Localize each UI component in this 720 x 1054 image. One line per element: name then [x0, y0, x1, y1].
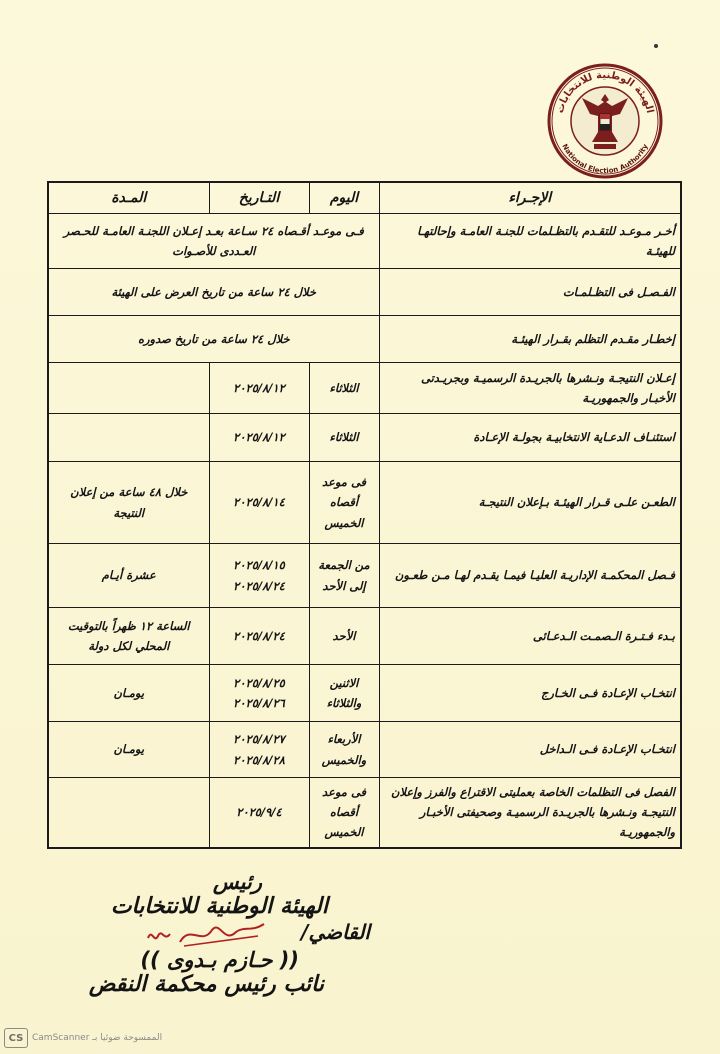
cell-procedure: بـدء فـتـرة الـصمـت الـدعـائى [379, 608, 681, 665]
table-row [48, 722, 681, 778]
cell-duration: يومـان [48, 722, 209, 778]
cell-procedure: انتخـاب الإعـادة فـى الـداخل [379, 722, 681, 778]
table-row [48, 462, 681, 544]
svg-text:الهيئة الوطنية للانتخابات: الهيئة الوطنية للانتخابات [554, 69, 656, 115]
cell-date: ٢٠٢٥/٨/١٥ ٢٠٢٥/٨/٢٤ [209, 544, 309, 608]
judge-label: القاضي/ [301, 920, 370, 944]
cell-procedure: انتخـاب الإعـادة فـى الخـارج [379, 665, 681, 722]
camscanner-badge: CS [4, 1028, 28, 1048]
cell-date: ٢٠٢٥/٨/٢٧ ٢٠٢٥/٨/٢٨ [209, 722, 309, 778]
speck [654, 44, 658, 48]
table-row [48, 665, 681, 722]
cell-day: فى موعد أقصاه الخميس [309, 778, 379, 848]
cell-day: الثلاثاء [309, 414, 379, 462]
header-procedure: الإجـراء [379, 182, 681, 214]
header-day: اليوم [309, 182, 379, 214]
signatory-position: نائب رئيس محكمة النقض [88, 972, 324, 997]
cell-date: ٢٠٢٥/٨/٢٥ ٢٠٢٥/٨/٢٦ [209, 665, 309, 722]
table-row [48, 414, 681, 462]
nea-logo [546, 62, 664, 180]
table-row [48, 778, 681, 848]
cell-duration: خلال ٤٨ ساعة من إعلان النتيجة [48, 462, 209, 544]
cell-date: ٢٠٢٥/٨/١٤ [209, 462, 309, 544]
table-header-row [48, 182, 681, 214]
cell-day: الأحد [309, 608, 379, 665]
cell-day: الأربعاء والخميس [309, 722, 379, 778]
cell-duration [48, 778, 209, 848]
table-row [48, 544, 681, 608]
cell-duration: يومـان [48, 665, 209, 722]
table-row [48, 269, 681, 316]
cell-procedure: الطعـن علـى قـرار الهيئـة بـإعلان النتيجـة [379, 462, 681, 544]
cell-merged-timing: فـى موعـد أقـصاه ٢٤ سـاعة بعـد إعـلان اللجنـة العامـة للحـصر العـددى للأصـوات [48, 214, 379, 269]
cell-date: ٢٠٢٥/٨/١٢ [209, 414, 309, 462]
cell-procedure: إخطـار مقـدم التظلم بقـرار الهيئـة [379, 316, 681, 363]
cell-date: ٢٠٢٥/٨/٢٤ [209, 608, 309, 665]
cell-procedure: إعـلان النتيجـة ونـشرها بالجريـدة الرسميـة وبجريـدتى الأخبـار والجمهوريـة [379, 363, 681, 414]
cell-merged-timing: خلال ٢٤ ساعة من تاريخ صدوره [48, 316, 379, 363]
table-row [48, 608, 681, 665]
cell-merged-timing: خلال ٢٤ ساعة من تاريخ العرض على الهيئة [48, 269, 379, 316]
signatory-name: (( حـازم بـدوى )) [140, 948, 299, 972]
signature-title: رئيس [212, 870, 262, 894]
cell-day: من الجمعة إلى الأحد [309, 544, 379, 608]
scanner-watermark [4, 1028, 162, 1048]
header-duration: المـدة [48, 182, 209, 214]
cell-duration [48, 363, 209, 414]
cell-date: ٢٠٢٥/٨/١٢ [209, 363, 309, 414]
signature-authority: الهيئة الوطنية للانتخابات [110, 894, 328, 919]
table-row [48, 363, 681, 414]
cell-procedure: الفصل فى التظلمات الخاصة بعمليتى الاقتراع والفرز وإعلان النتيجـة ونـشرها بالجريـدة الرسميـة وصحيفتى الأخبـار والجمهوريـة [379, 778, 681, 848]
cell-procedure: استئنـاف الدعـاية الانتخابيـة بجولـة الإعـادة [379, 414, 681, 462]
handwritten-signature [140, 918, 270, 952]
cell-day: الاثنين والثلاثاء [309, 665, 379, 722]
cell-day: الثلاثاء [309, 363, 379, 414]
table-row [48, 316, 681, 363]
svg-text:National Election Authority: National Election Authority [560, 142, 650, 176]
table-row [48, 214, 681, 269]
cell-day: فى موعد أقصاه الخميس [309, 462, 379, 544]
cell-procedure: فـصل المحكمـة الإداريـة العليـا فيمـا يقـدم لهـا مـن طعـون [379, 544, 681, 608]
cell-duration: عشرة أيـام [48, 544, 209, 608]
cell-date: ٢٠٢٥/٩/٤ [209, 778, 309, 848]
cell-duration [48, 414, 209, 462]
cell-procedure: الفـصـل فى التظـلمـات [379, 269, 681, 316]
header-date: التـاريخ [209, 182, 309, 214]
cell-duration: الساعة ١٢ ظهراً بالتوقيت المحلي لكل دولة [48, 608, 209, 665]
election-schedule-table [47, 181, 682, 849]
cell-procedure: أخـر مـوعـد للتقـدم بالتظـلمات للجنـة العامـة وإحالتهـا للهيئـة [379, 214, 681, 269]
camscanner-text: الممسوحة ضوئيا بـ CamScanner [32, 1033, 163, 1043]
